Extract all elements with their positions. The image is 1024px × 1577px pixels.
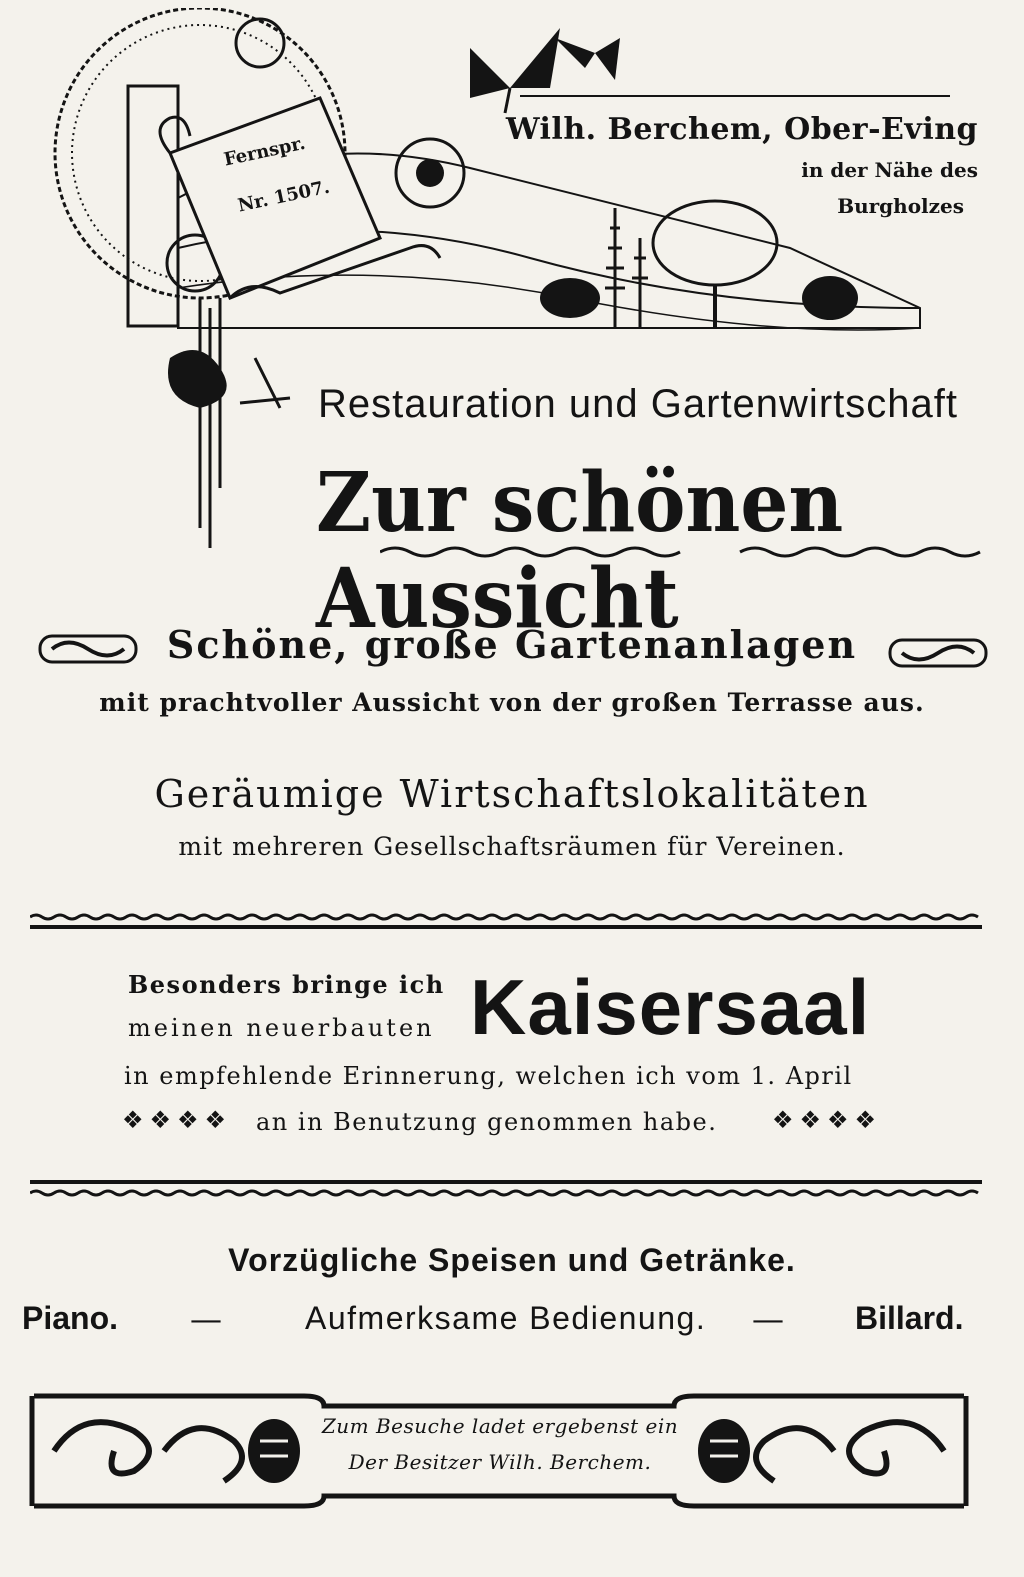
announcement-line: Besonders bringe ich xyxy=(128,970,445,999)
announcement-line: in empfehlende Erinnerung, welchen ich vom 1. April xyxy=(124,1062,853,1090)
amenity-service: Aufmerksame Bedienung. xyxy=(305,1300,707,1336)
announcement-line: an in Benutzung genommen habe. xyxy=(256,1108,718,1136)
separator-dash: — xyxy=(190,1300,222,1338)
gardens-detail: mit prachtvoller Aussicht von der großen Terrasse aus. xyxy=(99,688,925,717)
tulip-icon xyxy=(698,1419,750,1483)
butterfly-icon xyxy=(555,38,620,80)
trees xyxy=(540,201,858,328)
food-line: Vorzügliche Speisen und Getränke. xyxy=(228,1242,796,1278)
location-line: in der Nähe des xyxy=(801,158,978,182)
amenity-billiard: Billard. xyxy=(855,1300,964,1336)
butterfly-icon xyxy=(470,28,560,113)
headline: Zur schönen Aussicht xyxy=(316,455,844,647)
gardens-heading: Schöne, große Gartenanlagen xyxy=(166,622,858,667)
phone-label: Fernspr. xyxy=(222,132,308,171)
phone-number: Nr. 1507. xyxy=(236,176,332,217)
subtitle: Restauration und Gartenwirtschaft xyxy=(318,382,958,426)
invitation-line: Zum Besuche ladet ergebenst ein xyxy=(321,1414,679,1438)
wavy-divider xyxy=(30,910,982,934)
rooms-heading: Geräumige Wirtschaftslokalitäten xyxy=(154,772,870,816)
headline-underline xyxy=(380,540,990,562)
firm-name: Wilh. Berchem, Ober-Eving xyxy=(505,112,978,147)
hall-name: Kaisersaal xyxy=(470,963,871,1051)
wavy-divider xyxy=(30,1176,982,1200)
owner-signature: Der Besitzer Wilh. Berchem. xyxy=(348,1450,652,1474)
location-line: Burgholzes xyxy=(837,194,964,218)
rooms-detail: mit mehreren Gesellschaftsräumen für Vereinen. xyxy=(178,832,846,861)
tulip-icon xyxy=(248,1419,300,1483)
amenity-piano: Piano. xyxy=(22,1300,119,1336)
separator-dash: — xyxy=(752,1300,784,1338)
diamond-ornament-icon: ❖❖❖❖ xyxy=(772,1106,883,1134)
diamond-ornament-icon: ❖❖❖❖ xyxy=(122,1106,233,1134)
announcement-line: meinen neuerbauten xyxy=(128,1014,435,1042)
